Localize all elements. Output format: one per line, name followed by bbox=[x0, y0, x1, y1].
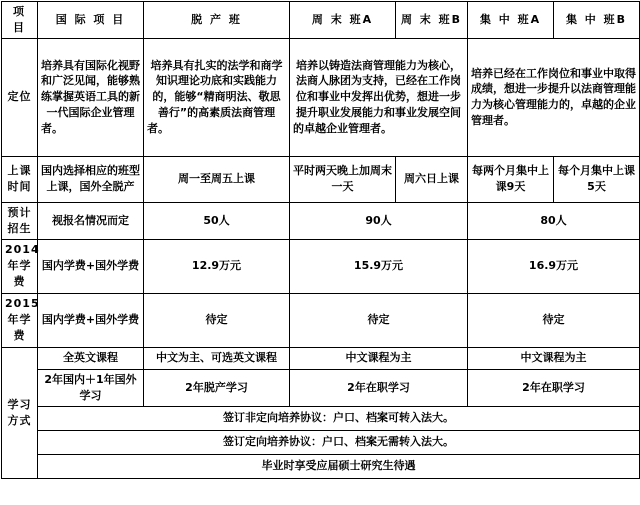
fee-2014-weekend: 15.9万元 bbox=[290, 239, 468, 293]
row-label-enrollment bbox=[2, 202, 38, 239]
positioning-fulltime: 培养具有扎实的法学和商学知识理论功底和实践能力的，能够“精商明法、敬思善行”的高素质法商管理者。 bbox=[144, 38, 290, 156]
row-label-class-time-line2: 时间 bbox=[7, 180, 32, 194]
row-label-study-mode-line2: 方式 bbox=[7, 413, 32, 427]
class-time-intensive-b: 每个月集中上课5天 bbox=[554, 156, 640, 202]
study-language-intensive: 中文课程为主 bbox=[468, 347, 640, 369]
table-row-note-3 bbox=[2, 454, 640, 478]
enrollment-fulltime: 50人 bbox=[144, 202, 290, 239]
header-project: 项 目 bbox=[2, 2, 38, 39]
row-label-fee-2014-line2: 年学 bbox=[7, 259, 32, 273]
enrollment-intensive: 80人 bbox=[468, 202, 640, 239]
row-label-fee-2015-line2: 年学 bbox=[7, 313, 32, 327]
study-duration-weekend: 2年在职学习 bbox=[290, 369, 468, 406]
row-label-fee-2015 bbox=[2, 293, 38, 347]
row-label-class-time-line1: 上课 bbox=[7, 164, 32, 178]
fee-2015-weekend: 待定 bbox=[290, 293, 468, 347]
row-label-fee-2015-line3: 费 bbox=[13, 329, 26, 343]
header-weekend-class-a: 周 末 班A bbox=[290, 2, 396, 39]
row-label-enrollment-line2: 招生 bbox=[7, 221, 32, 235]
fee-2015-intensive: 待定 bbox=[468, 293, 640, 347]
enrollment-international: 视报名情况而定 bbox=[38, 202, 144, 239]
study-duration-intensive: 2年在职学习 bbox=[468, 369, 640, 406]
enrollment-weekend: 90人 bbox=[290, 202, 468, 239]
table-row-positioning bbox=[2, 38, 640, 156]
fee-2015-fulltime: 待定 bbox=[144, 293, 290, 347]
fee-2014-international: 国内学费+国外学费 bbox=[38, 239, 144, 293]
fee-2014-intensive: 16.9万元 bbox=[468, 239, 640, 293]
row-label-fee-2014 bbox=[2, 239, 38, 293]
table-row-fee-2014 bbox=[2, 239, 640, 293]
row-label-class-time bbox=[2, 156, 38, 202]
table-row-note-2 bbox=[2, 430, 640, 454]
study-language-international: 全英文课程 bbox=[38, 347, 144, 369]
row-label-fee-2014-line1: 2014 bbox=[5, 243, 40, 257]
positioning-weekend: 培养以铸造法商管理能力为核心，法商人脉团为支持，已经在工作岗位和事业中发挥出优势，想进一步提升职业发展能力和事业发展空间的卓越企业管理者。 bbox=[290, 38, 468, 156]
study-language-weekend: 中文课程为主 bbox=[290, 347, 468, 369]
row-label-fee-2014-line3: 费 bbox=[13, 275, 26, 289]
row-label-enrollment-line1: 预计 bbox=[7, 205, 32, 219]
table-header-row bbox=[2, 2, 640, 39]
row-label-study-mode bbox=[2, 347, 38, 478]
header-intensive-class-a: 集 中 班A bbox=[468, 2, 554, 39]
header-international-program: 国 际 项 目 bbox=[38, 2, 144, 39]
table-row-note-1 bbox=[2, 406, 640, 430]
table-row-study-language bbox=[2, 347, 640, 369]
class-time-weekend-a: 平时两天晚上加周末一天 bbox=[290, 156, 396, 202]
study-duration-international: 2年国内＋1年国外学习 bbox=[38, 369, 144, 406]
study-language-fulltime: 中文为主、可选英文课程 bbox=[144, 347, 290, 369]
header-weekend-class-b: 周 末 班B bbox=[396, 2, 468, 39]
study-note-non-directed: 签订非定向培养协议：户口、档案可转入法大。 bbox=[38, 406, 640, 430]
table-row-class-time bbox=[2, 156, 640, 202]
positioning-international: 培养具有国际化视野和广泛见闻，能够熟练掌握英语工具的新一代国际企业管理者。 bbox=[38, 38, 144, 156]
header-fulltime-class: 脱 产 班 bbox=[144, 2, 290, 39]
table-row-fee-2015 bbox=[2, 293, 640, 347]
table-row-enrollment bbox=[2, 202, 640, 239]
study-duration-fulltime: 2年脱产学习 bbox=[144, 369, 290, 406]
row-label-fee-2015-line1: 2015 bbox=[5, 297, 40, 311]
class-time-fulltime: 周一至周五上课 bbox=[144, 156, 290, 202]
positioning-intensive: 培养已经在工作岗位和事业中取得成绩，想进一步提升以法商管理能力为核心管理能力的，卓越的企业管理者。 bbox=[468, 38, 640, 156]
class-time-intensive-a: 每两个月集中上课9天 bbox=[468, 156, 554, 202]
fee-2014-fulltime: 12.9万元 bbox=[144, 239, 290, 293]
fee-2015-international: 国内学费+国外学费 bbox=[38, 293, 144, 347]
class-time-weekend-b: 周六日上课 bbox=[396, 156, 468, 202]
row-label-positioning: 定位 bbox=[2, 38, 38, 156]
row-label-study-mode-line1: 学习 bbox=[7, 397, 32, 411]
program-comparison-table bbox=[1, 1, 640, 479]
study-note-directed: 签订定向培养协议：户口、档案无需转入法大。 bbox=[38, 430, 640, 454]
study-note-graduation: 毕业时享受应届硕士研究生待遇 bbox=[38, 454, 640, 478]
header-intensive-class-b: 集 中 班B bbox=[554, 2, 640, 39]
class-time-international: 国内选择相应的班型上课，国外全脱产 bbox=[38, 156, 144, 202]
table-row-study-duration bbox=[2, 369, 640, 406]
